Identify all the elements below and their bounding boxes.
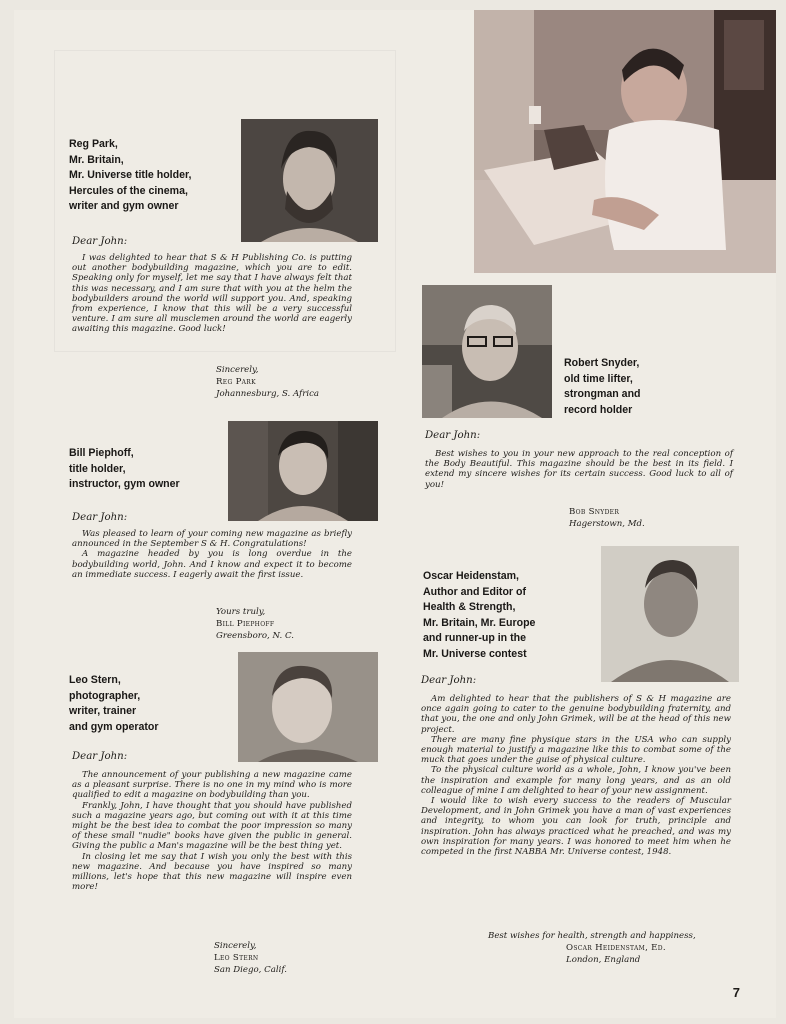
signer-place: San Diego, Calif. xyxy=(214,965,287,975)
caption-line: Hercules of the cinema, xyxy=(69,184,188,197)
caption-line: Author and Editor of xyxy=(423,585,526,598)
caption-line: Mr. Universe contest xyxy=(423,647,527,660)
reg-park-photo xyxy=(241,119,378,242)
robert-snyder-caption xyxy=(564,356,641,418)
magazine-page xyxy=(14,10,776,1018)
oscar-heidenstam-letter-body xyxy=(421,694,731,857)
leo-stern-caption xyxy=(69,673,158,735)
closing: Best wishes for health, strength and happiness, xyxy=(488,931,696,941)
caption-line: writer and gym owner xyxy=(69,200,179,212)
leo-stern-salutation: Dear John: xyxy=(72,751,128,762)
caption-line: title holder, xyxy=(69,462,126,475)
signer-name: Bill Piephoff xyxy=(216,619,275,629)
letter-paragraph: Was pleased to learn of your coming new magazine as briefly announced in the September S & H. Congratulations! xyxy=(72,529,352,550)
letter-paragraph: A magazine headed by you is long overdue in the bodybuilding world, John. And I know and expect it to become an immediate success. I eagerly await the first issue. xyxy=(72,549,352,580)
signer-name: Leo Stern xyxy=(214,953,259,963)
john-grimek-desk-photo xyxy=(474,10,776,273)
reg-park-letter-body xyxy=(72,253,352,335)
caption-line: Mr. Universe title holder, xyxy=(69,169,192,181)
caption-line: photographer, xyxy=(69,689,141,702)
bill-piephoff-letter-body xyxy=(72,529,352,580)
closing: Sincerely, xyxy=(216,365,259,375)
signer-place: Hagerstown, Md. xyxy=(569,519,645,529)
letter-paragraph: Am delighted to hear that the publishers of S & H magazine are once again going to cater to the genuine bodybuilding fraternity, and that you, the one and only John Grimek, will be at the head of this new project. xyxy=(421,694,731,735)
caption-line: Health & Strength, xyxy=(423,601,516,613)
reg-park-salutation: Dear John: xyxy=(72,236,128,247)
oscar-heidenstam-signature xyxy=(488,930,696,966)
leo-stern-photo xyxy=(238,652,378,762)
caption-line: Oscar Heidenstam, xyxy=(423,570,519,582)
signer-name: Reg Park xyxy=(216,377,256,387)
page-number: 7 xyxy=(732,985,740,1000)
leo-stern-letter-body xyxy=(72,770,352,892)
bill-piephoff-photo xyxy=(228,421,378,521)
caption-line: old time lifter, xyxy=(564,372,633,385)
caption-line: and gym operator xyxy=(69,720,159,733)
oscar-heidenstam-caption xyxy=(423,569,535,662)
caption-line: Reg Park, xyxy=(69,138,118,150)
reg-park-signature xyxy=(216,364,319,400)
robert-snyder-salutation: Dear John: xyxy=(425,430,481,441)
robert-snyder-photo xyxy=(422,285,552,418)
caption-line: Bill Piephoff, xyxy=(69,447,134,459)
closing: Sincerely, xyxy=(214,941,257,951)
bill-piephoff-caption xyxy=(69,446,180,493)
letter-paragraph: I was delighted to hear that S & H Publishing Co. is putting out another bodybuilding magazine, which you are to edit. Speaking only for myself, let me say that I have always felt that this was necessary, and I am sure that with you at the helm the bodybuilders around the world will support you. And, speaking from experience, I know that this will be a very successful venture. I am sure all musclemen around the world are eagerly awaiting this magazine. Good luck! xyxy=(72,253,352,335)
signer-place: London, England xyxy=(566,955,641,965)
oscar-heidenstam-salutation: Dear John: xyxy=(421,675,477,686)
caption-line: record holder xyxy=(564,403,633,416)
signer-name: Oscar Heidenstam, Ed. xyxy=(566,943,666,953)
bill-piephoff-signature xyxy=(216,606,294,642)
letter-paragraph: In closing let me say that I wish you only the best with this new magazine. And because you have inspired so many millions, let's hope that this new magazine will inspire even more! xyxy=(72,851,352,893)
caption-line: Leo Stern, xyxy=(69,674,121,686)
letter-paragraph: Best wishes to you in your new approach to the real conception of the Body Beautiful. This magazine should be the best in its field. I extend my sincere wishes for its certain success. Good luck to all of you! xyxy=(425,449,733,490)
caption-line: writer, trainer xyxy=(69,705,137,717)
letter-paragraph: I would like to wish every success to the readers of Muscular Development, and in John Grimek you have a man of vast experiences and integrity, to whom you can look for truth, principle and inspiration. John has always practiced what he preached, and was my own inspiration for many years. I was honored to meet him when he competed in the first NABBA Mr. Universe contest, 1948. xyxy=(421,796,731,858)
oscar-heidenstam-photo xyxy=(601,546,739,682)
caption-line: Mr. Britain, Mr. Europe xyxy=(423,616,536,629)
closing: Yours truly, xyxy=(216,607,266,617)
caption-line: Mr. Britain, xyxy=(69,153,124,166)
signer-place: Johannesburg, S. Africa xyxy=(216,389,320,399)
caption-line: Robert Snyder, xyxy=(564,357,640,369)
letter-paragraph: Frankly, John, I have thought that you should have published such a magazine years ago, but coming out with it at this time might be the best idea to combat the poor impression so many of these small "nudie" books have given the public in general. Giving the public a Man's magazine will be the best thing yet. xyxy=(72,800,352,852)
robert-snyder-signature xyxy=(569,506,645,530)
caption-line: instructor, gym owner xyxy=(69,478,180,490)
caption-line: and runner-up in the xyxy=(423,632,526,644)
signer-place: Greensboro, N. C. xyxy=(216,631,294,641)
caption-line: strongman and xyxy=(564,388,641,400)
bill-piephoff-salutation: Dear John: xyxy=(72,512,128,523)
robert-snyder-letter-body xyxy=(425,449,733,490)
letter-paragraph: The announcement of your publishing a new magazine came as a pleasant surprise. There is no one in my mind who is more qualified to edit a magazine on bodybuilding than you. xyxy=(72,770,352,801)
letter-paragraph: To the physical culture world as a whole, John, I know you've been the inspiration and example for many long years, and as an old colleague of mine I am delighted to hear of your new assignment. xyxy=(421,765,731,796)
signer-name: Bob Snyder xyxy=(569,507,620,517)
letter-paragraph: There are many fine physique stars in the USA who can supply enough material to justify a magazine like this to combat some of the muck that goes under the guise of physical culture. xyxy=(421,734,731,766)
reg-park-caption xyxy=(69,137,191,215)
leo-stern-signature xyxy=(214,940,287,976)
